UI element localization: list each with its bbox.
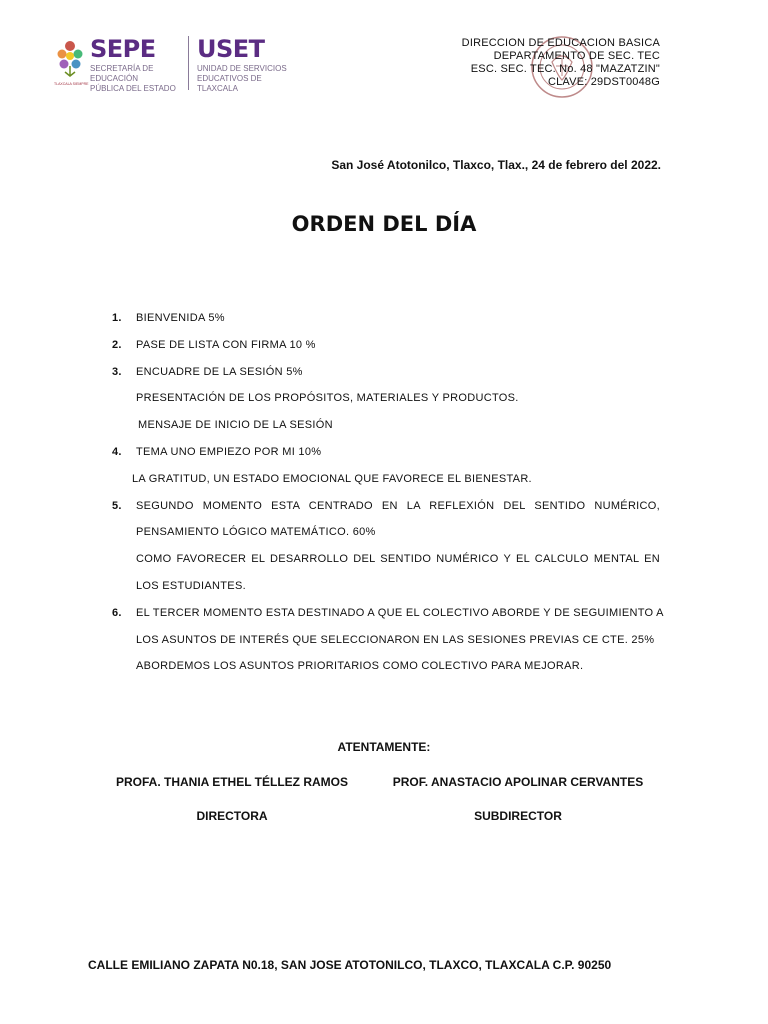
agenda-item-6-cont — [112, 653, 660, 680]
item-number: 6. — [112, 606, 122, 619]
uset-subtitle — [197, 64, 287, 94]
item-text: BIENVENIDA 5% — [136, 312, 225, 324]
date-line: San José Atotonilco, Tlaxco, Tlax., 24 de febrero del 2022. — [331, 158, 661, 172]
signature-role-directora: DIRECTORA — [196, 809, 268, 823]
emblem-caption: TLAXCALA SIEMPRE — [54, 82, 89, 86]
sepe-logo — [90, 36, 182, 94]
document-title: ORDEN DEL DÍA — [291, 212, 477, 236]
signature-name-directora: PROFA. THANIA ETHEL TÉLLEZ RAMOS — [115, 775, 348, 789]
header-line-direccion: DIRECCION DE EDUCACION BASICA — [461, 37, 660, 49]
agenda-item-5-cont — [112, 546, 660, 573]
uset-wordmark: USET — [197, 35, 265, 63]
item-text: PASE DE LISTA CON FIRMA 10 % — [136, 338, 316, 351]
header-logos — [54, 36, 287, 96]
header-line-departamento: DEPARTAMENTO DE SEC. TEC — [493, 50, 660, 62]
agenda-item-5 — [112, 493, 660, 520]
agenda-list — [112, 305, 664, 680]
agenda-item-6-cont — [112, 627, 660, 654]
item-text: ENCUADRE DE LA SESIÓN 5% — [136, 365, 303, 378]
uset-logo — [197, 36, 287, 94]
item-number: 3. — [112, 365, 122, 378]
agenda-item-5-cont — [112, 519, 660, 546]
item-text: EL TERCER MOMENTO ESTA DESTINADO A QUE EL COLECTIVO ABORDE Y DE SEGUIMIENTO A — [136, 606, 664, 619]
sepe-wordmark: SEPE — [90, 35, 156, 63]
signoff: ATENTAMENTE: — [337, 740, 431, 754]
item-subtext: LA GRATITUD, UN ESTADO EMOCIONAL QUE FAVORECE EL BIENESTAR. — [132, 472, 532, 485]
item-number: 1. — [112, 312, 122, 324]
item-subtext: PRESENTACIÓN DE LOS PROPÓSITOS, MATERIALES Y PRODUCTOS. — [136, 392, 519, 405]
institution-header — [462, 37, 660, 89]
item-text: LOS ESTUDIANTES. — [136, 579, 246, 592]
item-number: 2. — [112, 338, 122, 351]
sepe-subtitle-line: PÚBLICA DEL ESTADO — [90, 84, 176, 93]
item-text: COMO FAVORECER EL DESARROLLO DEL SENTIDO NUMÉRICO Y EL CALCULO MENTAL EN — [136, 553, 660, 566]
agenda-item-2 — [112, 332, 660, 359]
item-text: LOS ASUNTOS DE INTERÉS QUE SELECCIONARON EN LAS SESIONES PREVIAS CE CTE. 25% — [136, 633, 655, 646]
agenda-item-3-sub — [112, 385, 660, 412]
item-text: PENSAMIENTO LÓGICO MATEMÁTICO. 60% — [136, 526, 376, 539]
uset-subtitle-line: UNIDAD DE SERVICIOS — [197, 64, 287, 73]
signature-name-subdirector: PROF. ANASTACIO APOLINAR CERVANTES — [392, 775, 644, 789]
logo-divider — [188, 36, 189, 90]
agenda-item-4 — [112, 439, 660, 466]
agenda-item-3 — [112, 359, 660, 386]
header-line-escuela: ESC. SEC. TEC. No. 48 "MAZATZIN" — [470, 63, 660, 75]
header-line-clave: CLAVE: 29DST0048G — [547, 76, 660, 88]
item-text: ABORDEMOS LOS ASUNTOS PRIORITARIOS COMO COLECTIVO PARA MEJORAR. — [136, 660, 584, 673]
agenda-item-1 — [112, 305, 660, 332]
item-number: 5. — [112, 499, 122, 512]
item-text: SEGUNDO MOMENTO ESTA CENTRADO EN LA REFLEXIÓN DEL SENTIDO NUMÉRICO, — [136, 499, 660, 512]
agenda-item-5-cont — [112, 573, 660, 600]
uset-subtitle-line: EDUCATIVOS DE TLAXCALA — [197, 74, 262, 93]
item-text: TEMA UNO EMPIEZO POR MI 10% — [136, 445, 322, 458]
footer-address: CALLE EMILIANO ZAPATA N0.18, SAN JOSE ATOTONILCO, TLAXCO, TLAXCALA C.P. 90250 — [88, 958, 612, 972]
sepe-subtitle-line: SECRETARÍA DE EDUCACIÓN — [90, 64, 154, 83]
agenda-item-6 — [112, 600, 664, 627]
agenda-item-4-sub — [112, 466, 660, 493]
sepe-subtitle — [90, 64, 182, 94]
item-subtext: MENSAJE DE INICIO DE LA SESIÓN — [138, 419, 333, 432]
item-number: 4. — [112, 445, 122, 458]
agenda-item-3-sub — [112, 412, 660, 439]
tlaxcala-emblem-icon — [54, 36, 89, 90]
signature-role-subdirector: SUBDIRECTOR — [474, 809, 562, 823]
